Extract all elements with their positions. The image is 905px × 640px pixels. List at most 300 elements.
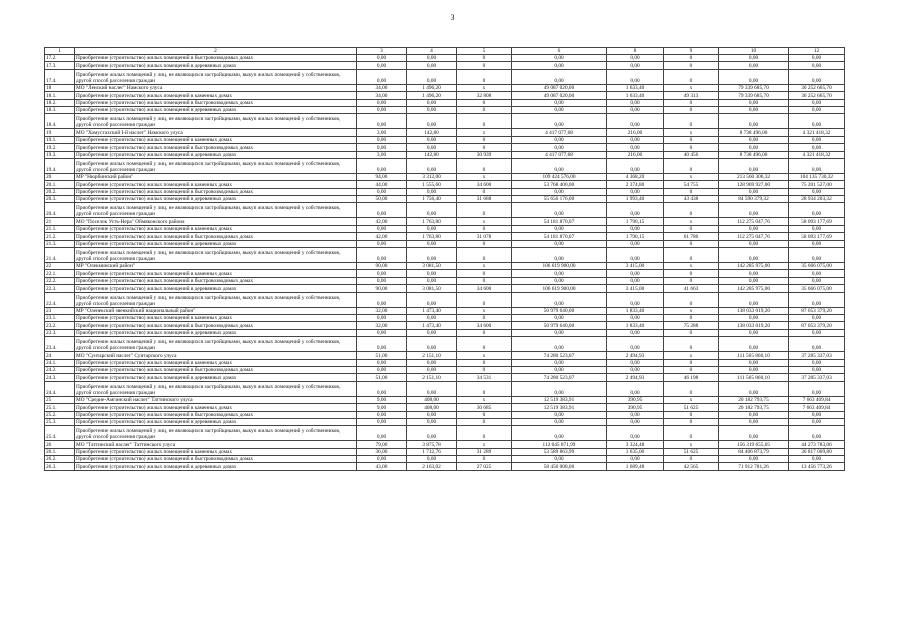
col-8-cell: 0,00: [607, 366, 664, 373]
col-10-cell: 0,00: [719, 114, 789, 129]
col-3-cell: 0,00: [357, 240, 407, 247]
table-row: [45, 396, 845, 403]
table-row: [45, 463, 845, 470]
item-name-cell: Приобретение (строительство) жилых помещений в каменных домах: [75, 314, 357, 321]
row-number-cell: 18.4.: [45, 114, 75, 129]
col-9-cell: х: [664, 307, 719, 314]
col-6-cell: 0,00: [512, 314, 607, 321]
col-3-cell: 32,00: [357, 322, 407, 329]
col-12-cell: 0,00: [789, 136, 845, 143]
col-6-cell: 0,00: [512, 411, 607, 418]
row-number-cell: 22.3.: [45, 285, 75, 292]
row-number-cell: 20.2.: [45, 188, 75, 195]
col-6-cell: 74 280 523,07: [512, 374, 607, 381]
col-8-cell: 0,00: [607, 314, 664, 321]
col-4-cell: 0,00: [407, 55, 457, 62]
col-6-cell: 0,00: [512, 225, 607, 232]
col-9-cell: 0: [664, 292, 719, 307]
col-12-cell: 87 053 379,20: [789, 322, 845, 329]
item-name-cell: Приобретение (строительство) жилых помещений в деревянных домах: [75, 418, 357, 425]
col-9-cell: 0: [664, 381, 719, 396]
col-3-cell: 79,00: [357, 441, 407, 448]
col-6-cell: 0,00: [512, 144, 607, 151]
col-8-cell: 2 374,80: [607, 181, 664, 188]
col-9-cell: 0: [664, 329, 719, 336]
col-10-cell: 0,00: [719, 203, 789, 218]
col-4-cell: 0,00: [407, 426, 457, 441]
item-name-cell: Приобретение жилых помещений у лиц, не являющихся застройщиками, выкуп жилых помещений у собственников, другой способ расселения граждан: [75, 248, 357, 263]
col-9-cell: 0: [664, 337, 719, 352]
col-6-cell: 0,00: [512, 136, 607, 143]
col-10-cell: 0,00: [719, 62, 789, 69]
col-4-cell: 1 473,40: [407, 307, 457, 314]
col-9-cell: 0: [664, 418, 719, 425]
row-number-cell: 26.1.: [45, 448, 75, 455]
col-9-cell: х: [664, 173, 719, 180]
col-10-cell: 142 285 975,00: [719, 263, 789, 270]
col-4-cell: 0,00: [407, 277, 457, 284]
item-name-cell: Приобретение жилых помещений у лиц, не являющихся застройщиками, выкуп жилых помещений у собственников, другой способ расселения граждан: [75, 114, 357, 129]
col-5-cell: 0: [457, 337, 512, 352]
col-12-cell: 37 285 337,03: [789, 374, 845, 381]
table-row: [45, 240, 845, 247]
col-9-cell: 75 288: [664, 322, 719, 329]
col-4-cell: 0,00: [407, 188, 457, 195]
item-name-cell: Приобретение (строительство) жилых помещений в деревянных домах: [75, 196, 357, 203]
col-10-cell: 20 182 793,75: [719, 396, 789, 403]
col-8-cell: 0,00: [607, 144, 664, 151]
col-8-cell: 0,00: [607, 114, 664, 129]
col-12-cell: 0,00: [789, 411, 845, 418]
col-4-cell: 0,00: [407, 411, 457, 418]
table-row: [45, 55, 845, 62]
row-number-cell: 25: [45, 396, 75, 403]
table-row: [45, 329, 845, 336]
col-9-cell: х: [664, 352, 719, 359]
table-row: [45, 307, 845, 314]
col-6-cell: 50 979 640,00: [512, 322, 607, 329]
col-8-cell: 0,00: [607, 292, 664, 307]
table-row: [45, 203, 845, 218]
item-name-cell: МО "Ленский наслег" Намского улуса: [75, 84, 357, 91]
col-4-cell: 0,00: [407, 248, 457, 263]
col-12-cell: 0,00: [789, 292, 845, 307]
col-5-cell: 0: [457, 225, 512, 232]
col-3-cell: 42,00: [357, 233, 407, 240]
row-number-cell: 24.2.: [45, 366, 75, 373]
col-9-cell: 51 625: [664, 404, 719, 411]
col-3-cell: 0,00: [357, 418, 407, 425]
row-number-cell: 22: [45, 263, 75, 270]
col-6-cell: 0,00: [512, 270, 607, 277]
col-4-cell: 0,00: [407, 99, 457, 106]
col-6-cell: 0,00: [512, 106, 607, 113]
col-10-cell: 0,00: [719, 55, 789, 62]
row-number-cell: 24.3.: [45, 374, 75, 381]
item-name-cell: Приобретение жилых помещений у лиц, не являющихся застройщиками, выкуп жилых помещений у собственников, другой способ расселения граждан: [75, 69, 357, 84]
row-number-cell: 19: [45, 129, 75, 136]
col-8-cell: 216,00: [607, 151, 664, 158]
col-4-cell: 0,00: [407, 381, 457, 396]
col-3-cell: 34,00: [357, 84, 407, 91]
col-8-cell: 0,00: [607, 411, 664, 418]
col-3-cell: 51,00: [357, 374, 407, 381]
col-6-cell: 0,00: [512, 426, 607, 441]
col-6-cell: 0,00: [512, 203, 607, 218]
row-number-cell: 18: [45, 84, 75, 91]
col-4-cell: 0,00: [407, 203, 457, 218]
page-number: 3: [450, 13, 455, 22]
col-5-cell: 0: [457, 106, 512, 113]
col-5-cell: х: [457, 263, 512, 270]
table-row: [45, 248, 845, 263]
col-8-cell: 0,00: [607, 456, 664, 463]
col-5-cell: 0: [457, 277, 512, 284]
item-name-cell: Приобретение (строительство) жилых помещений в каменных домах: [75, 448, 357, 455]
col-3-cell: 3,00: [357, 151, 407, 158]
col-3-cell: 32,00: [357, 307, 407, 314]
col-12-cell: 30 817 009,80: [789, 448, 845, 455]
row-number-cell: 23: [45, 307, 75, 314]
col-5-cell: 0: [457, 136, 512, 143]
col-8-cell: 3 415,00: [607, 285, 664, 292]
table-row: [45, 366, 845, 373]
col-5-cell: х: [457, 84, 512, 91]
col-8-cell: 1 790,15: [607, 233, 664, 240]
table-row: [45, 144, 845, 151]
item-name-cell: МО "Хомустахский I-й наслег" Намского улуса: [75, 129, 357, 136]
table-row: [45, 188, 845, 195]
item-name-cell: Приобретение (строительство) жилых помещений в быстровозводимых домах: [75, 456, 357, 463]
col-9-cell: 0: [664, 158, 719, 173]
col-3-cell: 0,00: [357, 99, 407, 106]
col-6-cell: 0,00: [512, 248, 607, 263]
col-6-cell: 0,00: [512, 277, 607, 284]
table-row: [45, 381, 845, 396]
col-6-cell: 0,00: [512, 329, 607, 336]
col-3-cell: 36,00: [357, 448, 407, 455]
col-10-cell: 0,00: [719, 292, 789, 307]
col-6-cell: 0,00: [512, 240, 607, 247]
item-name-cell: МО "Поселок Усть-Нера" Оймяконского района: [75, 218, 357, 225]
col-3-cell: 44,00: [357, 181, 407, 188]
col-3-cell: 0,00: [357, 292, 407, 307]
col-6-cell: 12 519 383,91: [512, 396, 607, 403]
col-12-cell: 0,00: [789, 188, 845, 195]
col-5-cell: 30 685: [457, 404, 512, 411]
row-number-cell: 21.2.: [45, 233, 75, 240]
item-name-cell: Приобретение (строительство) жилых помещений в быстровозводимых домах: [75, 277, 357, 284]
col-10-cell: 112 275 047,76: [719, 218, 789, 225]
col-4-cell: 142,80: [407, 129, 457, 136]
col-4-cell: 0,00: [407, 136, 457, 143]
col-12-cell: 0,00: [789, 418, 845, 425]
row-number-cell: 22.1.: [45, 270, 75, 277]
col-8-cell: 0,00: [607, 158, 664, 173]
col-5-cell: х: [457, 218, 512, 225]
col-10-cell: 0,00: [719, 270, 789, 277]
row-number-cell: 25.3.: [45, 418, 75, 425]
col-6-cell: 0,00: [512, 381, 607, 396]
col-4-cell: 408,00: [407, 396, 457, 403]
col-3-cell: 0,00: [357, 366, 407, 373]
table-row: [45, 173, 845, 180]
col-5-cell: 0: [457, 188, 512, 195]
col-8-cell: 1 993,40: [607, 196, 664, 203]
col-3-cell: 42,00: [357, 218, 407, 225]
col-3-cell: 90,00: [357, 263, 407, 270]
header-cell: 5: [457, 48, 512, 55]
col-8-cell: 0,00: [607, 418, 664, 425]
col-6-cell: 106 619 900,00: [512, 285, 607, 292]
col-5-cell: 0: [457, 270, 512, 277]
table-row: [45, 136, 845, 143]
header-cell: 10: [719, 48, 789, 55]
col-6-cell: 0,00: [512, 188, 607, 195]
col-3-cell: 0,00: [357, 55, 407, 62]
col-12-cell: 30 252 665,70: [789, 92, 845, 99]
col-5-cell: 0: [457, 292, 512, 307]
table-row: [45, 456, 845, 463]
col-8-cell: 0,00: [607, 136, 664, 143]
col-3-cell: 9,00: [357, 404, 407, 411]
col-12-cell: 0,00: [789, 55, 845, 62]
col-12-cell: 7 663 409,84: [789, 404, 845, 411]
table-row: [45, 285, 845, 292]
item-name-cell: Приобретение (строительство) жилых помещений в быстровозводимых домах: [75, 233, 357, 240]
col-12-cell: 0,00: [789, 158, 845, 173]
col-10-cell: 0,00: [719, 418, 789, 425]
row-number-cell: 21: [45, 218, 75, 225]
item-name-cell: Приобретение (строительство) жилых помещений в быстровозводимых домах: [75, 55, 357, 62]
col-4-cell: 0,00: [407, 144, 457, 151]
item-name-cell: Приобретение (строительство) жилых помещений в каменных домах: [75, 181, 357, 188]
col-5-cell: х: [457, 396, 512, 403]
col-8-cell: 0,00: [607, 277, 664, 284]
row-number-cell: 17.4.: [45, 69, 75, 84]
col-10-cell: 0,00: [719, 225, 789, 232]
col-3-cell: 9,00: [357, 396, 407, 403]
col-12-cell: 75 201 527,00: [789, 181, 845, 188]
col-8-cell: 0,00: [607, 188, 664, 195]
col-9-cell: 0: [664, 69, 719, 84]
col-5-cell: 0: [457, 144, 512, 151]
col-4-cell: 1 496,20: [407, 92, 457, 99]
item-name-cell: Приобретение (строительство) жилых помещений в деревянных домах: [75, 151, 357, 158]
col-8-cell: 3 415,00: [607, 263, 664, 270]
col-3-cell: 0,00: [357, 270, 407, 277]
col-8-cell: 2 494,93: [607, 352, 664, 359]
col-8-cell: 0,00: [607, 106, 664, 113]
item-name-cell: Приобретение (строительство) жилых помещений в деревянных домах: [75, 62, 357, 69]
col-9-cell: 0: [664, 240, 719, 247]
col-9-cell: 0: [664, 55, 719, 62]
col-9-cell: 42 565: [664, 463, 719, 470]
col-5-cell: 0: [457, 411, 512, 418]
row-number-cell: 20: [45, 173, 75, 180]
col-3-cell: 34,00: [357, 92, 407, 99]
row-number-cell: 22.2.: [45, 277, 75, 284]
item-name-cell: Приобретение жилых помещений у лиц, не являющихся застройщиками, выкуп жилых помещений у собственников, другой способ расселения граждан: [75, 381, 357, 396]
col-3-cell: 0,00: [357, 136, 407, 143]
col-8-cell: 0,00: [607, 240, 664, 247]
col-3-cell: 0,00: [357, 225, 407, 232]
table-row: [45, 359, 845, 366]
item-name-cell: Приобретение (строительство) жилых помещений в быстровозводимых домах: [75, 366, 357, 373]
col-10-cell: 142 285 975,00: [719, 285, 789, 292]
col-12-cell: 44 273 783,06: [789, 441, 845, 448]
col-4-cell: 1 555,60: [407, 181, 457, 188]
row-number-cell: 20.1.: [45, 181, 75, 188]
table-row: [45, 158, 845, 173]
col-10-cell: 0,00: [719, 359, 789, 366]
col-5-cell: 31 688: [457, 196, 512, 203]
col-6-cell: 50 979 640,00: [512, 307, 607, 314]
col-3-cell: 94,00: [357, 173, 407, 180]
item-name-cell: Приобретение (строительство) жилых помещений в деревянных домах: [75, 106, 357, 113]
col-5-cell: 0: [457, 366, 512, 373]
row-number-cell: 26.2.: [45, 456, 75, 463]
col-4-cell: 0,00: [407, 359, 457, 366]
row-number-cell: 25.4.: [45, 426, 75, 441]
table-row: [45, 292, 845, 307]
col-12-cell: 0,00: [789, 62, 845, 69]
table-row: [45, 92, 845, 99]
table-row: [45, 99, 845, 106]
col-10-cell: 0,00: [719, 426, 789, 441]
col-6-cell: 58 456 008,00: [512, 463, 607, 470]
col-8-cell: 216,00: [607, 129, 664, 136]
col-3-cell: 0,00: [357, 144, 407, 151]
col-10-cell: 79 339 685,70: [719, 84, 789, 91]
col-5-cell: 34 600: [457, 285, 512, 292]
col-4-cell: 0,00: [407, 62, 457, 69]
col-12-cell: 0,00: [789, 114, 845, 129]
col-9-cell: 54 755: [664, 181, 719, 188]
table-row: [45, 114, 845, 129]
table-row: [45, 129, 845, 136]
col-3-cell: 0,00: [357, 426, 407, 441]
col-8-cell: 0,00: [607, 225, 664, 232]
col-10-cell: 0,00: [719, 188, 789, 195]
col-12-cell: 58 093 177,69: [789, 218, 845, 225]
col-9-cell: х: [664, 84, 719, 91]
col-12-cell: 37 285 337,03: [789, 352, 845, 359]
col-6-cell: 112 045 871,99: [512, 441, 607, 448]
col-5-cell: 27 025: [457, 463, 512, 470]
col-3-cell: 0,00: [357, 329, 407, 336]
table-row: [45, 418, 845, 425]
col-6-cell: 106 619 900,00: [512, 263, 607, 270]
col-5-cell: 32 808: [457, 92, 512, 99]
col-9-cell: 0: [664, 426, 719, 441]
col-10-cell: 138 033 019,20: [719, 322, 789, 329]
row-number-cell: 25.2.: [45, 411, 75, 418]
item-name-cell: Приобретение (строительство) жилых помещений в быстровозводимых домах: [75, 322, 357, 329]
col-3-cell: 0,00: [357, 411, 407, 418]
item-name-cell: Приобретение (строительство) жилых помещений в деревянных домах: [75, 374, 357, 381]
col-8-cell: 0,00: [607, 55, 664, 62]
col-8-cell: 0,00: [607, 381, 664, 396]
col-6-cell: 54 181 870,07: [512, 233, 607, 240]
header-cell: 4: [407, 48, 457, 55]
col-10-cell: 0,00: [719, 106, 789, 113]
col-12-cell: 0,00: [789, 106, 845, 113]
col-5-cell: 0: [457, 418, 512, 425]
col-12-cell: 58 093 177,69: [789, 233, 845, 240]
col-3-cell: 50,00: [357, 196, 407, 203]
row-number-cell: 23.1.: [45, 314, 75, 321]
col-4-cell: 0,00: [407, 69, 457, 84]
col-4-cell: 142,80: [407, 151, 457, 158]
col-4-cell: 408,00: [407, 404, 457, 411]
item-name-cell: Приобретение (строительство) жилых помещений в быстровозводимых домах: [75, 99, 357, 106]
col-5-cell: х: [457, 129, 512, 136]
item-name-cell: Приобретение (строительство) жилых помещений в каменных домах: [75, 270, 357, 277]
col-8-cell: 0,00: [607, 62, 664, 69]
col-10-cell: 20 182 793,75: [719, 404, 789, 411]
col-12-cell: 0,00: [789, 314, 845, 321]
col-12-cell: 0,00: [789, 329, 845, 336]
table-row: [45, 337, 845, 352]
col-9-cell: 0: [664, 248, 719, 263]
col-8-cell: 1 833,40: [607, 322, 664, 329]
item-name-cell: Приобретение жилых помещений у лиц, не являющихся застройщиками, выкуп жилых помещений у собственников, другой способ расселения граждан: [75, 158, 357, 173]
col-4-cell: 3 312,00: [407, 173, 457, 180]
col-8-cell: 390,95: [607, 396, 664, 403]
item-name-cell: Приобретение жилых помещений у лиц, не являющихся застройщиками, выкуп жилых помещений у собственников, другой способ расселения граждан: [75, 337, 357, 352]
table-row: [45, 411, 845, 418]
col-9-cell: 0: [664, 411, 719, 418]
col-8-cell: 1 833,40: [607, 307, 664, 314]
col-12-cell: 87 053 379,20: [789, 307, 845, 314]
col-8-cell: 0,00: [607, 270, 664, 277]
col-9-cell: 0: [664, 359, 719, 366]
col-6-cell: 0,00: [512, 62, 607, 69]
col-6-cell: 53 768 400,00: [512, 181, 607, 188]
col-5-cell: 34 531: [457, 374, 512, 381]
row-number-cell: 20.4.: [45, 203, 75, 218]
row-number-cell: 23.2.: [45, 322, 75, 329]
col-3-cell: 0,00: [357, 106, 407, 113]
col-10-cell: 0,00: [719, 69, 789, 84]
col-3-cell: 0,00: [357, 203, 407, 218]
col-4-cell: 2 151,10: [407, 374, 457, 381]
col-9-cell: 0: [664, 144, 719, 151]
col-6-cell: 53 589 863,99: [512, 448, 607, 455]
item-name-cell: Приобретение (строительство) жилых помещений в каменных домах: [75, 359, 357, 366]
col-9-cell: 0: [664, 114, 719, 129]
col-10-cell: 0,00: [719, 136, 789, 143]
row-number-cell: 19.2.: [45, 144, 75, 151]
row-number-cell: 23.4.: [45, 337, 75, 352]
item-name-cell: Приобретение (строительство) жилых помещений в каменных домах: [75, 225, 357, 232]
col-10-cell: 0,00: [719, 366, 789, 373]
col-9-cell: 46 198: [664, 374, 719, 381]
item-name-cell: Приобретение (строительство) жилых помещений в деревянных домах: [75, 463, 357, 470]
col-10-cell: 8 738 496,00: [719, 129, 789, 136]
row-number-cell: 18.3.: [45, 106, 75, 113]
col-4-cell: 1 473,40: [407, 322, 457, 329]
col-4-cell: 0,00: [407, 314, 457, 321]
col-5-cell: 34 600: [457, 322, 512, 329]
table-row: [45, 151, 845, 158]
col-5-cell: 0: [457, 240, 512, 247]
col-4-cell: 3 875,78: [407, 441, 457, 448]
col-12-cell: 0,00: [789, 426, 845, 441]
col-10-cell: 213 560 306,32: [719, 173, 789, 180]
col-6-cell: 0,00: [512, 359, 607, 366]
